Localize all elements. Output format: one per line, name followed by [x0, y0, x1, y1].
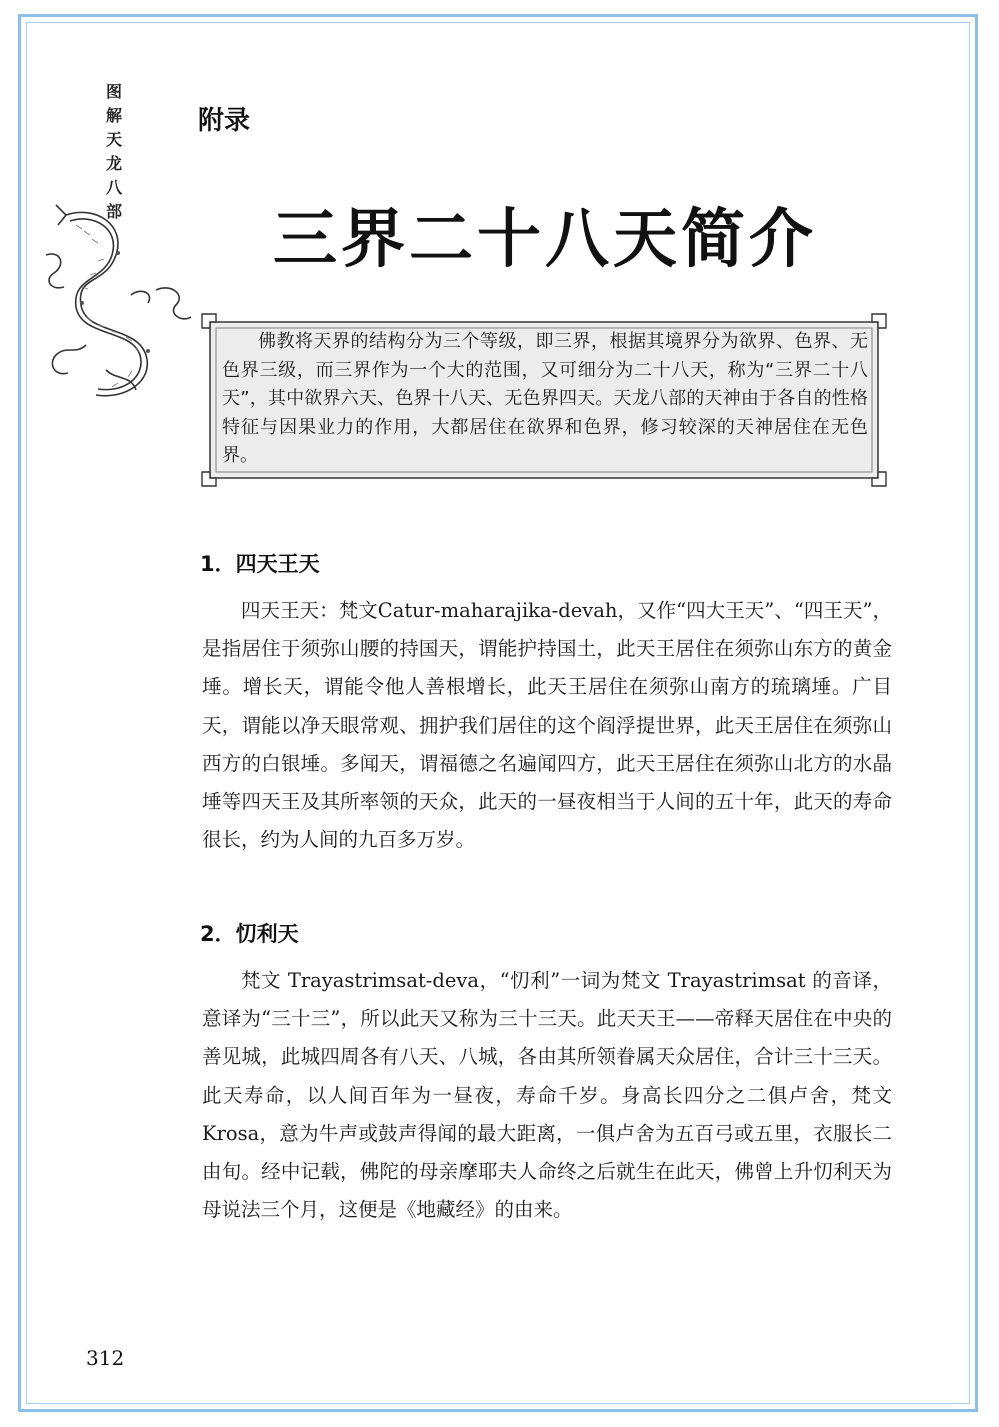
appendix-label: 附录 [198, 106, 251, 136]
page-title: 三界二十八天简介 [273, 202, 817, 277]
intro-paragraph: 佛教将天界的结构分为三个等级，即三界，根据其境界分为欲界、色界、无色界三级，而三界作为一个大的范围，又可细分为二十八天，称为“三界二十八天”，其中欲界六天、色界十八天、无色界四天。天龙八部的天神由于各自的性格特征与因果业力的作用，大都居住在欲界和色界，修习较深的天神居住在无色界。 [222, 331, 868, 466]
section-body: 梵文 Trayastrimsat-deva，“忉利”一词为梵文 Trayastrimsat 的音译，意译为“三十三”，所以此天又称为三十三天。此天天王——帝释天居住在中央的善见城，此城四周各有八天、八城，各由其所领眷属天众居住，合计三十三天。此天寿命，以人间百年为一昼夜，寿命千岁。身高长四分之二俱卢舍，梵文 Krosa，意为牛声或鼓声得闻的最大距离，一俱卢舍为五百弓或五里，衣服长二由旬。经中记载，佛陀的母亲摩耶夫人命终之后就生在此天，佛曾上升忉利天为母说法三个月，这便是《地藏经》的由来。 [202, 969, 892, 1222]
page-number: 312 [86, 1346, 125, 1370]
section-heading: 2．忉利天 [200, 922, 299, 946]
side-book-title: 图解天龙八部 [105, 82, 122, 221]
section-body: 四天王天：梵文Catur-maharajika-devah，又作“四大王天”、“四王天”，是指居住于须弥山腰的持国天，谓能护持国土，此天王居住在须弥山东方的黄金埵。增长天，谓能令他人善根增长，此天王居住在须弥山南方的琉璃埵。广目天，谓能以净天眼常观、拥护我们居住的这个阎浮提世界，此天王居住在须弥山西方的白银埵。多闻天，谓福德之名遍闻四方，此天王居住在须弥山北方的水晶埵等四天王及其所率领的天众，此天的一昼夜相当于人间的五十年，此天的寿命很长，约为人间的九百多万岁。 [202, 599, 892, 852]
intro-box [200, 312, 888, 488]
dragon-illustration-icon [36, 195, 196, 410]
section-heading: 1．四天王天 [200, 552, 320, 576]
